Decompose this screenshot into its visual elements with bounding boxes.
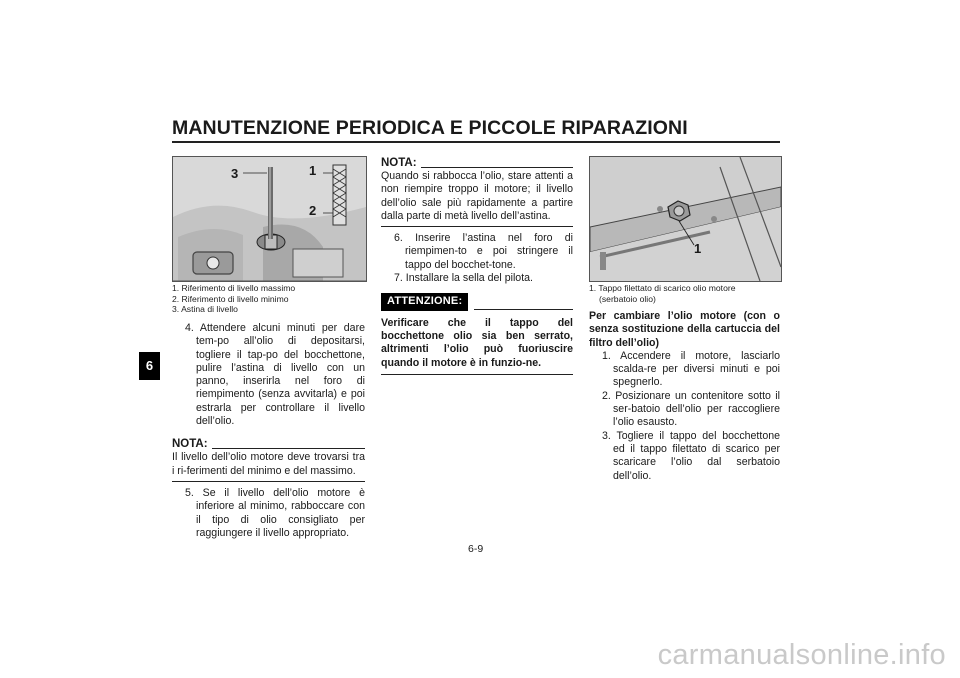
page-number: 6-9	[468, 543, 484, 555]
step-2: 2. Posizionare un contenitore sotto il ser-batoio dell’olio per raccogliere l’olio esausto.	[602, 389, 780, 429]
callout-3: 3	[231, 166, 239, 181]
note-rule	[172, 481, 365, 482]
figure-right-captions	[589, 283, 736, 304]
figure-left-captions	[172, 283, 295, 315]
caption-line: (serbatoio olio)	[599, 293, 656, 304]
note-text: Quando si rabbocca l’olio, stare attenti a non riempire troppo il motore; il livello dell’olio sale più rapidamente a partire dalla parte di metà livello dell’astina.	[381, 170, 573, 222]
note-text: Il livello dell’olio motore deve trovarsi tra i ri-ferimenti del minimo e del massimo.	[172, 451, 365, 477]
column-2	[381, 156, 573, 375]
watermark: carmanualsonline.info	[657, 639, 946, 671]
note-label: NOTA:	[381, 156, 417, 169]
caption-line: 1. Riferimento di livello massimo	[172, 283, 296, 293]
callout-1: 1	[694, 241, 702, 256]
caution-heading	[381, 293, 573, 310]
note-heading	[172, 437, 365, 451]
callout-2: 2	[309, 203, 317, 218]
dipstick-photo	[172, 156, 367, 282]
caution-rule	[381, 374, 573, 375]
step-3: 3. Togliere il tappo del bocchettone ed il tappo filettato di scarico per scaricare l’olio dal serbatoio dell’olio.	[602, 429, 780, 482]
step-1: 1. Accendere il motore, lasciarlo scalda-re per diversi minuti e poi spegnerlo.	[602, 349, 780, 389]
step-4: 4. Attendere alcuni minuti per dare tem-po all’olio di depositarsi, togliere il tap-po del bocchettone, pulire l’astina di livello con un panno, inserirla nel foro di riempimento (senza avvitarla) e poi estrarla per controllare il livello dell’olio.	[185, 322, 365, 428]
caption-line: 2. Riferimento di livello minimo	[172, 293, 289, 304]
column-3	[589, 310, 780, 483]
step-6: 6. Inserire l’astina nel foro di riempimen-to e poi stringere il tappo del bocchet-tone.	[394, 232, 573, 271]
callout-1: 1	[309, 163, 317, 178]
note-heading	[381, 156, 573, 170]
step-5: 5. Se il livello dell’olio motore è inferiore al minimo, rabboccare con il tipo di olio consigliato per raggiungere il livello appropriato.	[185, 486, 365, 539]
caution-label: ATTENZIONE:	[381, 293, 468, 310]
note-rule	[381, 226, 573, 227]
drain-bolt-photo	[589, 156, 782, 282]
note-label: NOTA:	[172, 438, 208, 451]
step-7: 7. Installare la sella del pilota.	[394, 272, 533, 285]
chapter-tab: 6	[139, 352, 160, 380]
column-1	[172, 322, 365, 540]
caution-text: Verificare che il tappo del bocchettone olio sia ben serrato, altrimenti l’olio può fuoriuscire quando il motore è in funzio-ne.	[381, 316, 573, 369]
section-subheading: Per cambiare l’olio motore (con o senza sostituzione della cartuccia del filtro dell’olio)	[589, 310, 780, 349]
header-rule	[172, 141, 780, 143]
page-title: MANUTENZIONE PERIODICA E PICCOLE RIPARAZIONI	[172, 117, 688, 139]
drain-bolt-illustration	[590, 157, 781, 281]
dipstick-illustration	[173, 157, 366, 281]
caption-line: 1. Tappo filettato di scarico olio motore	[589, 283, 736, 293]
caption-line: 3. Astina di livello	[172, 304, 238, 314]
